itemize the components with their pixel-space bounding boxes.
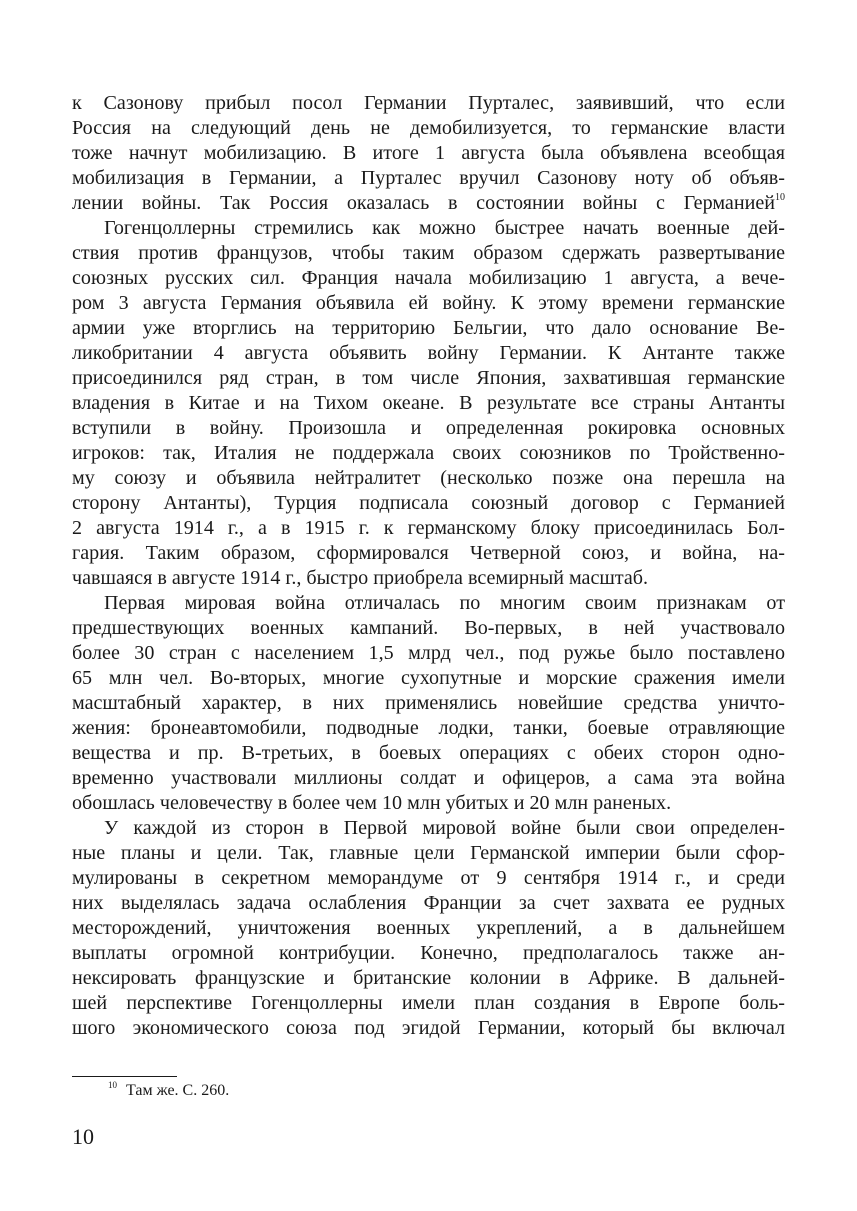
text-line: к Сазонову прибыл посол Германии Пурталес, заявивший, что если [72,92,785,114]
text-line: ствия против французов, чтобы таким образом сдержать развертывание [72,242,785,264]
text-line: вступили в войну. Произошла и определенная рокировка основных [72,417,785,439]
text-line: гария. Таким образом, сформировался Четверной союз, и война, на- [72,542,785,564]
text-line: тоже начнут мобилизацию. В итоге 1 августа была объявлена всеобщая [72,142,785,164]
text-line: масштабный характер, в них применялись новейшие средства уничто- [72,692,785,714]
text-line: мулированы в секретном меморандуме от 9 сентября 1914 г., и среди [72,867,785,889]
text-line: более 30 стран с населением 1,5 млрд чел., под ружье было поставлено [72,642,785,664]
text-line: шого экономического союза под эгидой Германии, который бы включал [72,1017,785,1039]
footnote-text: Там же. С. 260. [126,1082,230,1099]
text-line: У каждой из сторон в Первой мировой войне были свои определен- [104,817,785,839]
text-line: сторону Антанты), Турция подписала союзный договор с Германией [72,492,785,514]
text-line: жения: бронеавтомобили, подводные лодки, танки, боевые отравляющие [72,717,785,739]
text-line: месторождений, уничтожения военных укреплений, а в дальнейшем [72,917,785,939]
paragraph-2 [72,216,785,591]
text-line: обошлась человечеству в более чем 10 млн убитых и 20 млн раненых. [72,792,672,814]
text-line: чавшаяся в августе 1914 г., быстро приобрела всемирный масштаб. [72,567,649,589]
text-line: Гогенцоллерны стремились как можно быстрее начать военные дей- [104,217,785,239]
text-line: вещества и пр. В-третьих, в боевых операциях с обеих сторон одно- [72,742,785,764]
text-line: Первая мировая война отличалась по многим своим признакам от [104,592,785,614]
text-line: армии уже вторглись на территорию Бельгии, что дало основание Ве- [72,317,785,339]
footnote-divider [72,1076,177,1077]
text-line: нексировать французские и британские колонии в Африке. В дальней- [72,967,785,989]
text-line: предшествующих военных кампаний. Во-первых, в ней участвовало [72,617,785,639]
text-line: выплаты огромной контрибуции. Конечно, предполагалось также ан- [72,942,785,964]
text-line: лении войны. Так Россия оказалась в состоянии войны с Германией [72,192,775,214]
text-line: 2 августа 1914 г., а в 1915 г. к германскому блоку присоединилась Бол- [72,517,785,539]
footnote [108,1080,229,1102]
text-line: ные планы и цели. Так, главные цели Германской империи были сфор- [72,842,785,864]
footnote-reference[interactable]: 10 [775,192,785,203]
text-line: союзных русских сил. Франция начала мобилизацию 1 августа, а вече- [72,267,785,289]
footnote-number: 10 [108,1080,117,1090]
text-line: временно участвовали миллионы солдат и офицеров, а сама эта война [72,767,785,789]
text-line: игроков: так, Италия не поддержала своих союзников по Тройственно- [72,442,785,464]
text-line: 65 млн чел. Во-вторых, многие сухопутные и морские сражения имели [72,667,785,689]
body-text [72,91,785,1041]
text-line: шей перспективе Гогенцоллерны имели план создания в Европе боль- [72,992,785,1014]
paragraph-3 [72,591,785,816]
paragraph-1 [72,91,785,216]
text-line-with-footnote [72,191,785,216]
text-line: них выделялась задача ослабления Франции за счет захвата ее рудных [72,892,785,914]
text-line: владения в Китае и на Тихом океане. В результате все страны Антанты [72,392,785,414]
text-line: ром 3 августа Германия объявила ей войну. К этому времени германские [72,292,785,314]
text-line: присоединился ряд стран, в том числе Япония, захватившая германские [72,367,785,389]
text-line: ликобритании 4 августа объявить войну Германии. К Антанте также [72,342,785,364]
page-number: 10 [72,1124,94,1149]
text-line: мобилизация в Германии, а Пурталес вручил Сазонову ноту об объяв- [72,167,785,189]
paragraph-4 [72,816,785,1041]
text-line: Россия на следующий день не демобилизуется, то германские власти [72,117,785,139]
text-line: му союзу и объявила нейтралитет (несколько позже она перешла на [72,467,785,489]
